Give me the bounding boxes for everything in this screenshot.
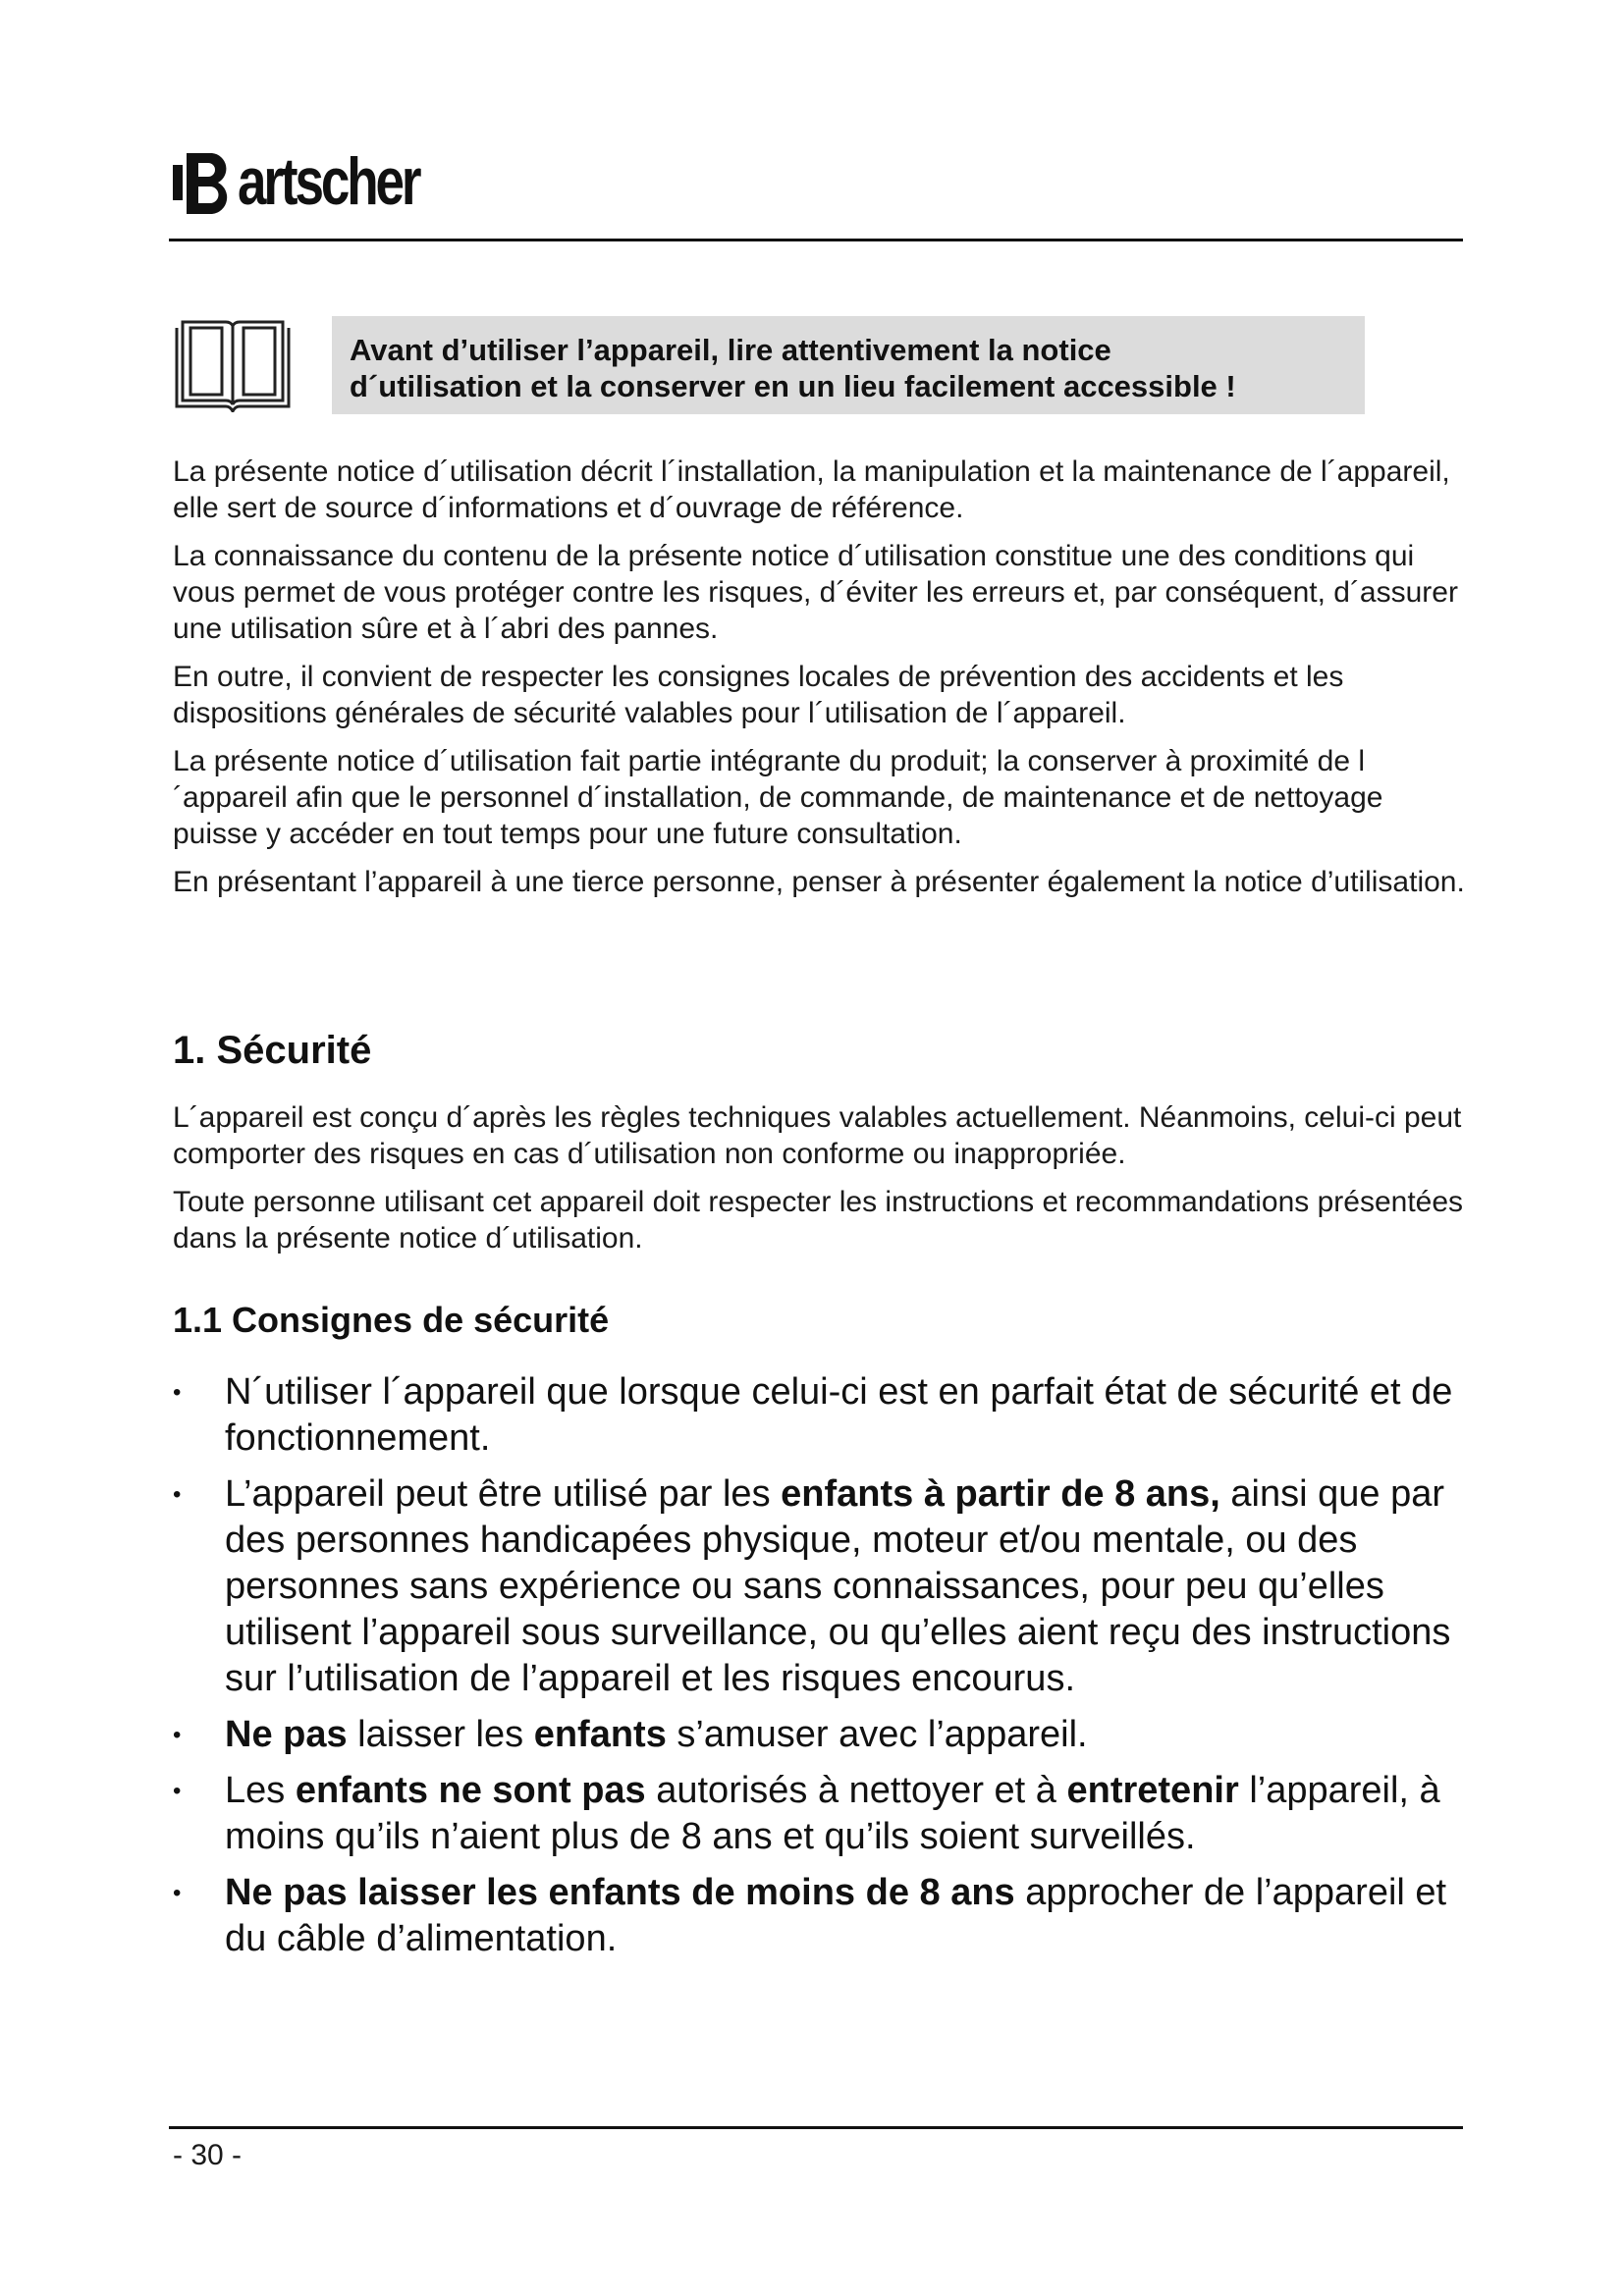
read-notice-banner — [332, 316, 1365, 414]
securite-paragraph: Toute personne utilisant cet appareil doit respecter les instructions et recommandations présentées dans la présente notice d´utilisation. — [173, 1186, 1464, 1255]
bullet-icon: • — [173, 1481, 182, 1508]
brand-logo — [173, 144, 469, 219]
notice-line-2: d´utilisation et la conserver en un lieu facilement accessible ! — [350, 369, 1236, 403]
safety-instructions-list — [173, 1369, 1479, 1972]
bartscher-logo-icon — [173, 147, 242, 216]
securite-paragraph: L´appareil est conçu d´après les règles techniques valables actuellement. Néanmoins, celui-ci peut comporter des risques en cas d´utilisation non conforme ou inappropriée. — [173, 1101, 1462, 1170]
notice-line-1: Avant d’utiliser l’appareil, lire attentivement la notice — [350, 333, 1111, 367]
list-item: • L’appareil peut être utilisé par les enfants à partir de 8 ans, ainsi que par des personnes handicapées physique, moteur et/ou mentale, ou des personnes sans expérience ou sans connaissances, pour peu qu’elles utilisent l’appareil sous surveillance, ou qu’elles aient reçu des instructions sur l’utilisation de l’appareil et les risques encourus. — [173, 1473, 1451, 1699]
intro-paragraph: En présentant l’appareil à une tierce personne, penser à présenter également la notice d’utilisation. — [173, 866, 1465, 898]
header-divider — [169, 239, 1463, 241]
brand-wordmark: artscher — [238, 144, 419, 219]
bullet-icon: • — [173, 1880, 182, 1906]
intro-section — [173, 454, 1469, 912]
list-item: • N´utiliser l´appareil que lorsque celui-ci est en parfait état de sécurité et de fonctionnement. — [173, 1371, 1453, 1459]
list-item: • Les enfants ne sont pas autorisés à nettoyer et à entretenir l’appareil, à moins qu’ils n’aient plus de 8 ans et qu’ils soient surveillés. — [173, 1770, 1440, 1857]
intro-paragraph: La présente notice d´utilisation fait partie intégrante du produit; la conserver à proximité de l´appareil afin que le personnel d´installation, de commande, de maintenance et de nettoyage puisse y accéder en tout temps pour une future consultation. — [173, 745, 1383, 850]
page-number: - 30 - — [173, 2139, 243, 2171]
bullet-icon: • — [173, 1379, 182, 1406]
footer-divider — [169, 2126, 1463, 2129]
subsection-heading-consignes: 1.1 Consignes de sécurité — [173, 1300, 610, 1340]
bullet-icon: • — [173, 1778, 182, 1804]
read-manual-book-icon — [173, 314, 293, 412]
section-heading-securite: 1. Sécurité — [173, 1029, 372, 1072]
list-item: • Ne pas laisser les enfants de moins de 8 ans approcher de l’appareil et du câble d’alimentation. — [173, 1872, 1447, 1959]
list-item: • Ne pas laisser les enfants s’amuser avec l’appareil. — [173, 1712, 1479, 1758]
intro-paragraph: La connaissance du contenu de la présente notice d´utilisation constitue une des conditions qui vous permet de vous protéger contre les risques, d´éviter les erreurs et, par conséquent, d´assurer une utilisation sûre et à l´abri des pannes. — [173, 540, 1458, 645]
intro-paragraph: En outre, il convient de respecter les consignes locales de prévention des accidents et les dispositions générales de sécurité valables pour l´utilisation de l´appareil. — [173, 661, 1344, 729]
securite-section — [173, 1099, 1469, 1268]
bullet-icon: • — [173, 1722, 182, 1748]
intro-paragraph: La présente notice d´utilisation décrit l´installation, la manipulation et la maintenance de l´appareil, elle sert de source d´informations et d´ouvrage de référence. — [173, 455, 1450, 524]
